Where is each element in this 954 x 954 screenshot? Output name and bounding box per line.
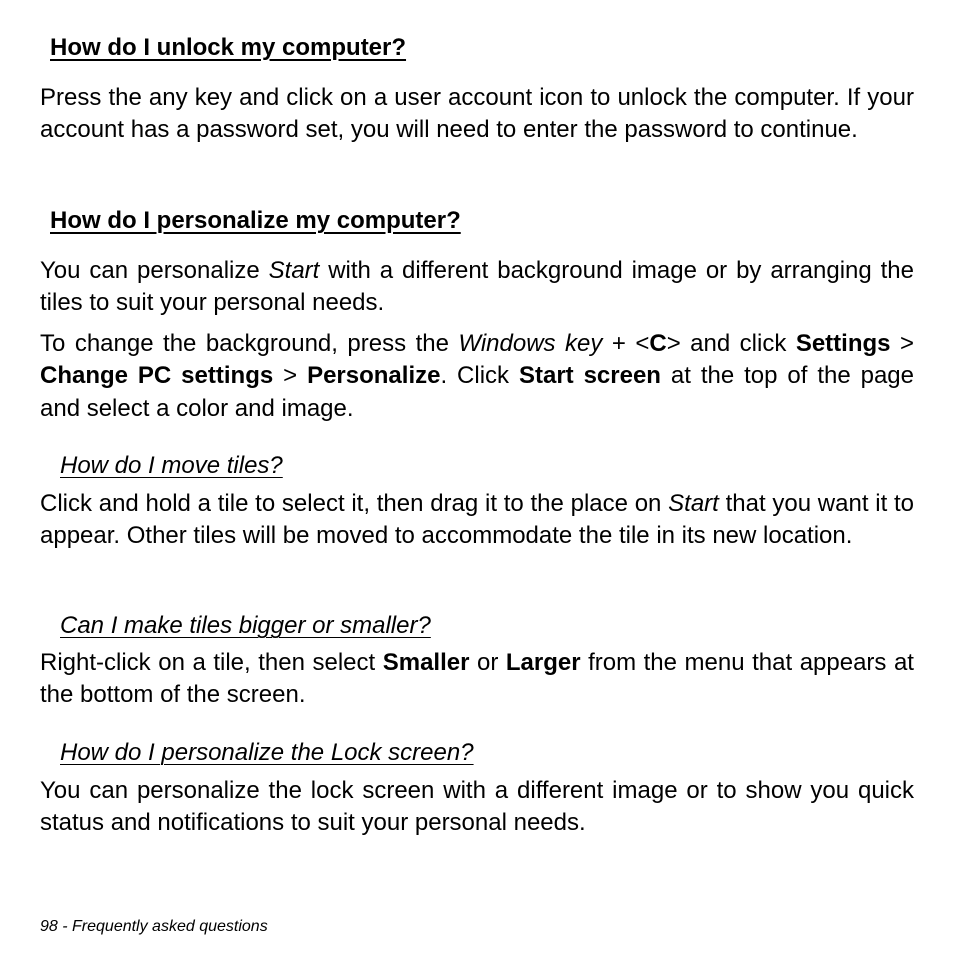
subheading-resize-tiles: Can I make tiles bigger or smaller? [60, 612, 431, 639]
heading-personalize-computer: How do I personalize my computer? [50, 207, 461, 234]
term-personalize: Personalize [307, 362, 441, 390]
paragraph-resize-tiles: Right-click on a tile, then select Smaller or Larger from the menu that appears at the bottom of the screen. [40, 649, 914, 709]
heading-unlock-computer: How do I unlock my computer? [50, 34, 407, 61]
term-windows-key: Windows key [458, 330, 603, 357]
term-c-key: C [649, 330, 667, 357]
paragraph-change-background: To change the background, press the Windows key + <C> and click Settings > Change PC settings > Personalize. Click Start screen at the top of the page and select a color and image. [40, 330, 914, 422]
paragraph-lock-screen: You can personalize the lock screen with a different image or to show you quick status and notifications to suit your personal needs. [40, 777, 914, 837]
term-start-screen: Start screen [518, 362, 661, 390]
paragraph-personalize-start: You can personalize Start with a different background image or by arranging the tiles to suit your personal needs. [40, 257, 914, 317]
term-change-pc-settings: Change PC settings [40, 362, 274, 390]
term-settings: Settings [795, 330, 891, 357]
term-start: Start [268, 257, 320, 284]
paragraph-unlock-computer: Press the any key and click on a user account icon to unlock the computer. If your account has a password set, you will need to enter the password to continue. [40, 84, 914, 144]
term-smaller: Smaller [382, 649, 470, 676]
document-page [40, 0, 914, 954]
subheading-lock-screen: How do I personalize the Lock screen? [60, 739, 474, 766]
paragraph-move-tiles: Click and hold a tile to select it, then drag it to the place on Start that you want it to appear. Other tiles will be moved to accommodate the tile in its new location. [40, 490, 914, 550]
subheading-move-tiles: How do I move tiles? [60, 452, 283, 479]
page-footer: 98 - Frequently asked questions [40, 918, 268, 935]
term-larger: Larger [505, 649, 581, 676]
term-start-2: Start [668, 490, 719, 517]
